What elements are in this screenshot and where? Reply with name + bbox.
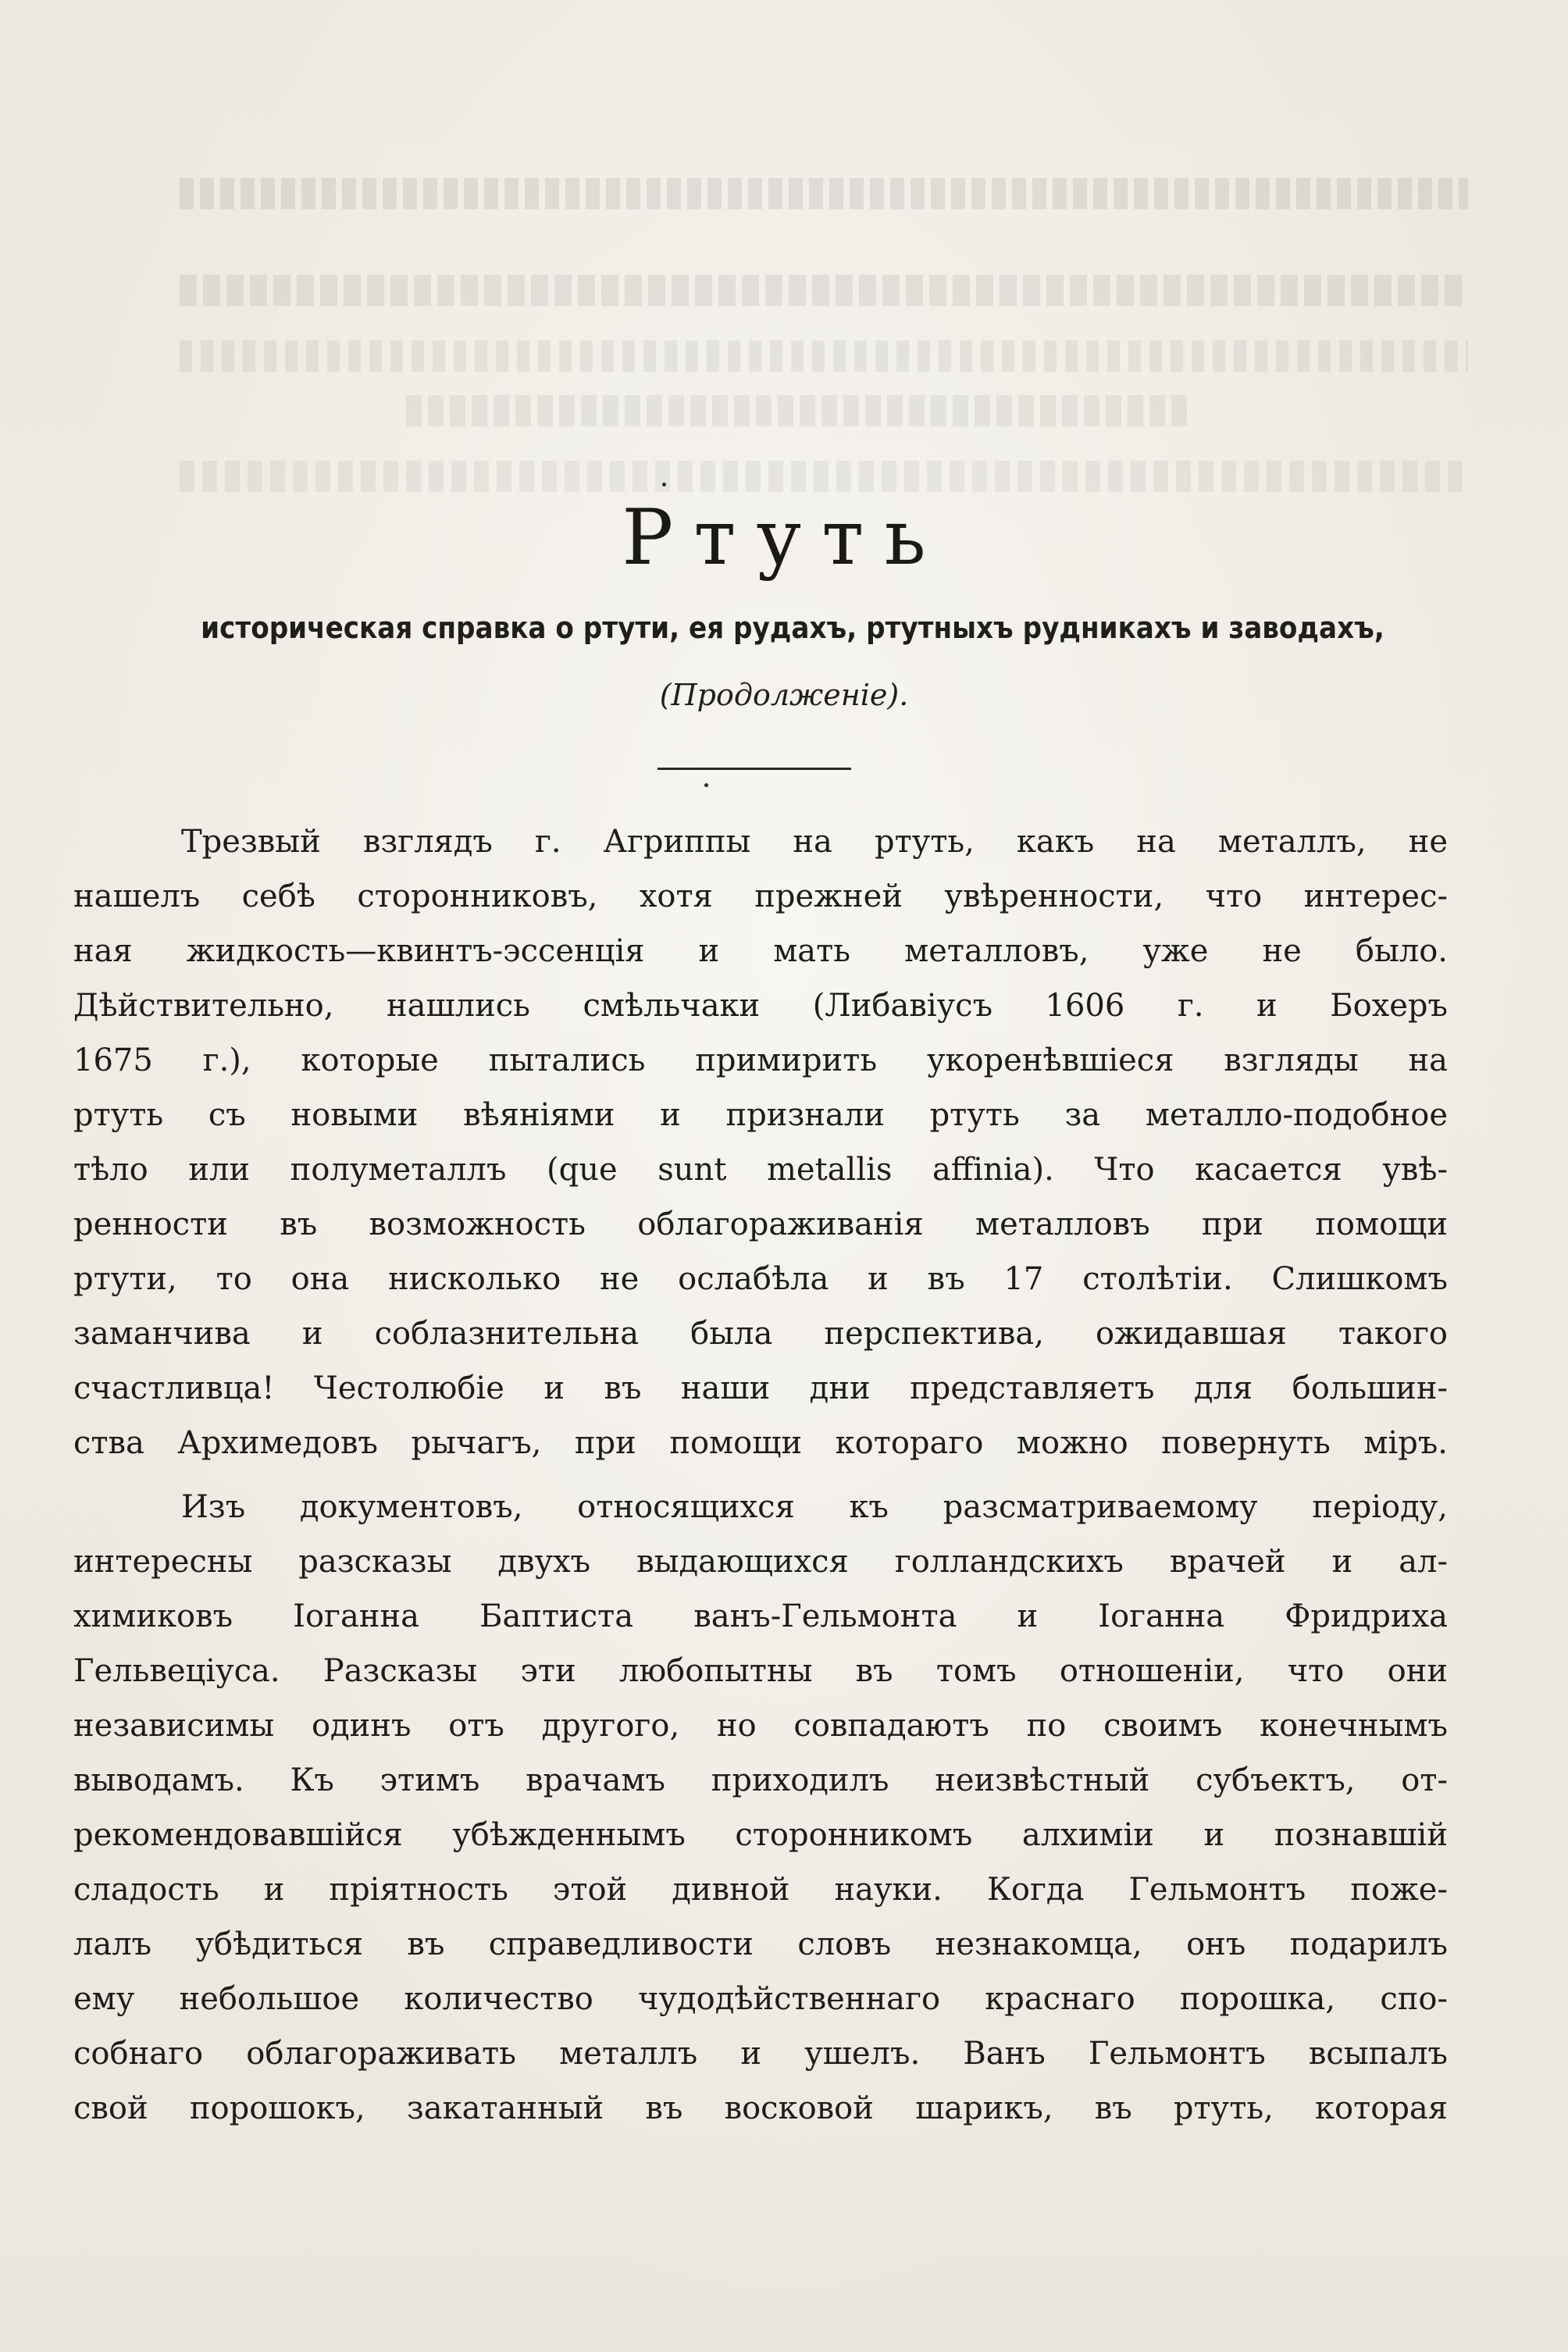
bleed-through-texture — [180, 275, 1468, 306]
text-line: ренности въ возможность облагораживанія металловъ при помощи — [73, 1206, 1448, 1242]
text-line: счастливца! Честолюбіе и въ наши дни представляетъ для большин- — [73, 1370, 1448, 1406]
text-line: химиковъ Іоганна Баптиста ванъ-Гельмонта и Іоганна Фридриха — [73, 1598, 1448, 1634]
text-line: Дѣйствительно, нашлись смѣльчаки (Либавіусъ 1606 г. и Бохеръ — [73, 988, 1448, 1024]
bleed-through-texture — [180, 461, 1468, 492]
text-line: ства Архимедовъ рычагъ, при помощи котораго можно повернуть міръ. — [73, 1425, 1448, 1461]
page-title: Ртуть — [622, 494, 946, 583]
text-line: ртуть съ новыми вѣяніями и признали ртуть за металло-подобное — [73, 1097, 1448, 1133]
text-line: 1675 г.), которые пытались примирить укоренѣвшіеся взгляды на — [73, 1042, 1448, 1078]
text-line: Гельвеціуса. Разсказы эти любопытны въ томъ отношеніи, что они — [73, 1653, 1448, 1689]
text-line: ему небольшое количество чудодѣйственнаго краснаго порошка, спо- — [73, 1981, 1448, 2017]
title-dot — [662, 483, 666, 486]
text-line: нашелъ себѣ сторонниковъ, хотя прежней увѣренности, что интерес- — [73, 878, 1448, 914]
bleed-through-texture — [406, 395, 1187, 426]
text-line: свой порошокъ, закатанный въ восковой шарикъ, въ ртуть, которая — [73, 2090, 1448, 2126]
text-line: независимы одинъ отъ другого, но совпадаютъ по своимъ конечнымъ — [73, 1708, 1448, 1744]
section-divider — [657, 768, 851, 770]
text-line: заманчива и соблазнительна была перспектива, ожидавшая такого — [73, 1316, 1448, 1352]
text-line: лалъ убѣдиться въ справедливости словъ незнакомца, онъ подарилъ — [73, 1926, 1448, 1962]
continuation-note: (Продолженіе). — [659, 678, 909, 712]
text-line: Трезвый взглядъ г. Агриппы на ртуть, какъ на металлъ, не — [181, 824, 1448, 860]
text-line: собнаго облагораживать металлъ и ушелъ. Ванъ Гельмонтъ всыпалъ — [73, 2036, 1448, 2072]
text-line: ртути, то она нисколько не ослабѣла и въ 17 столѣтіи. Слишкомъ — [73, 1261, 1448, 1297]
page-subtitle: историческая справка о ртути, ея рудахъ, ртутныхъ рудникахъ и заводахъ, — [201, 611, 1384, 645]
text-line: рекомендовавшійся убѣжденнымъ сторонникомъ алхиміи и познавшій — [73, 1817, 1448, 1853]
text-line: выводамъ. Къ этимъ врачамъ приходилъ неизвѣстный субъектъ, от- — [73, 1762, 1448, 1798]
bleed-through-texture — [180, 340, 1468, 372]
text-line: Изъ документовъ, относящихся къ разсматриваемому періоду, — [181, 1489, 1448, 1525]
bleed-through-texture — [180, 178, 1468, 209]
text-line: ная жидкость—квинтъ-эссенція и мать металловъ, уже не было. — [73, 933, 1448, 969]
divider-dot — [704, 783, 708, 787]
text-line: сладость и пріятность этой дивной науки. Когда Гельмонтъ поже- — [73, 1872, 1448, 1908]
text-line: интересны разсказы двухъ выдающихся голландскихъ врачей и ал- — [73, 1544, 1448, 1580]
text-line: тѣло или полуметаллъ (que sunt metallis affinia). Что касается увѣ- — [73, 1152, 1448, 1188]
